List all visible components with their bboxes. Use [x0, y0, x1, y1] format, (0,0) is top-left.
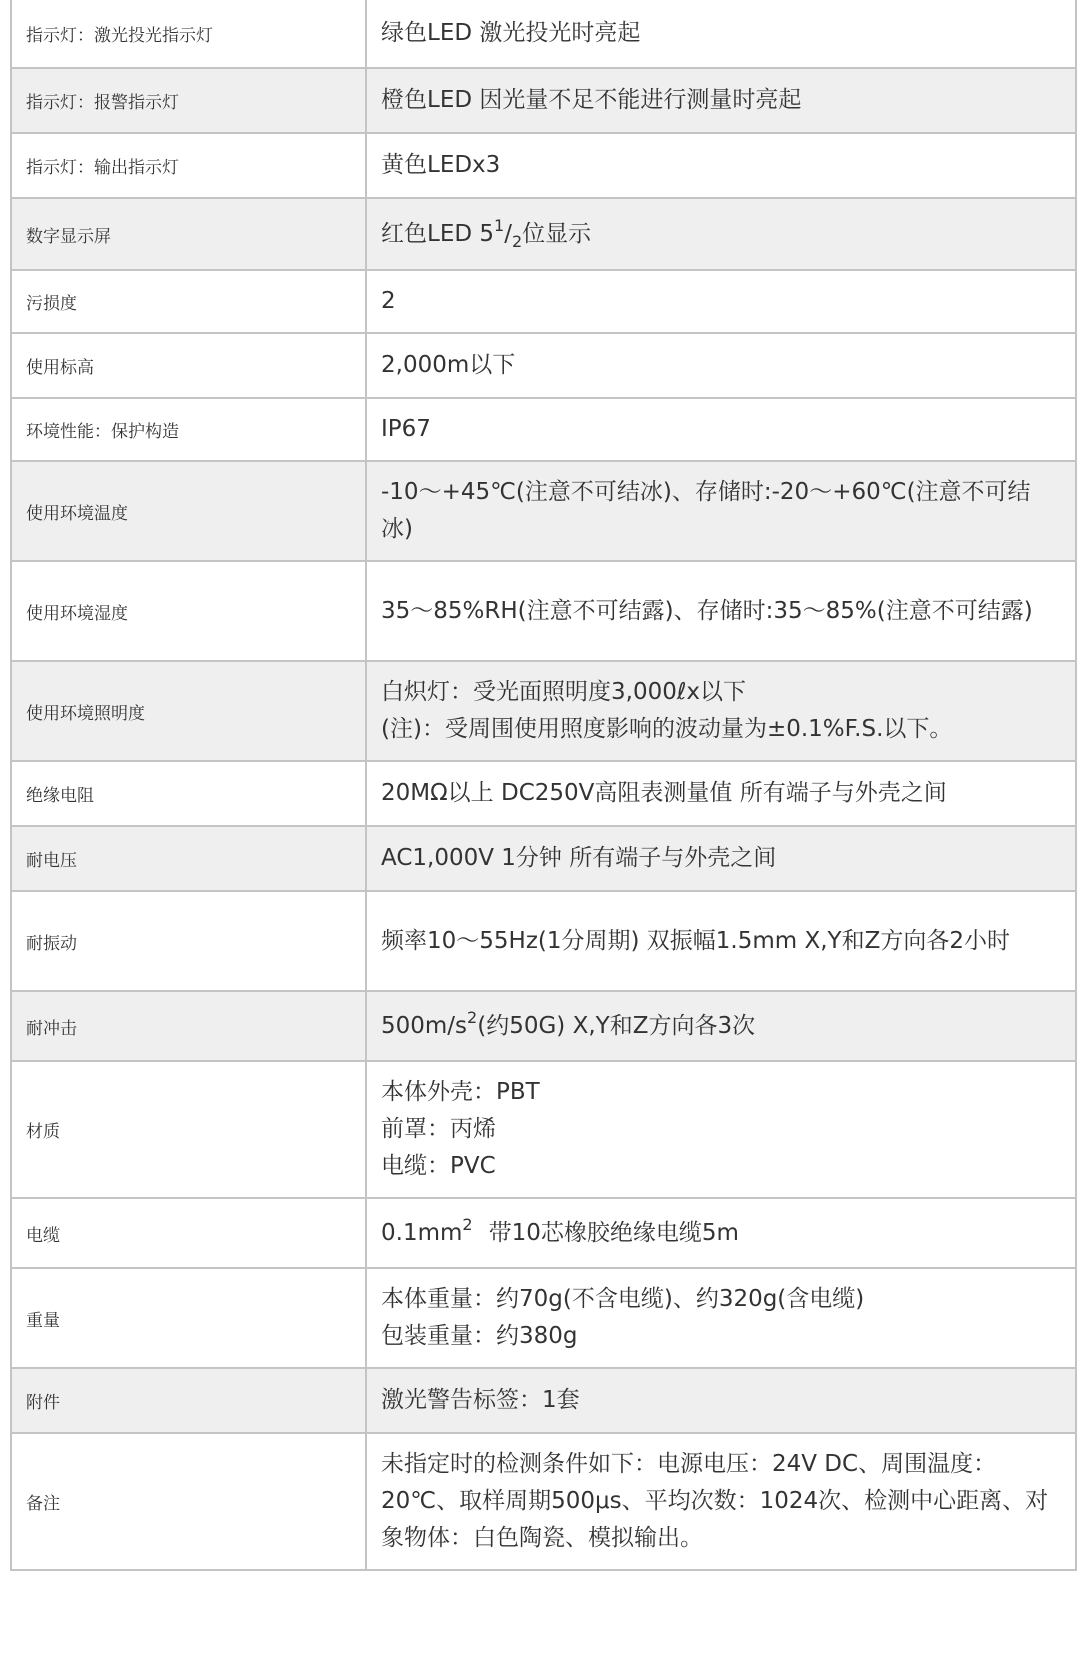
- row-label: 指示灯：报警指示灯: [11, 68, 366, 133]
- row-label: 材质: [11, 1061, 366, 1198]
- spec-table: [10, 0, 1077, 1571]
- table-row: [11, 398, 1076, 461]
- table-row: [11, 333, 1076, 398]
- table-row: [11, 1061, 1076, 1198]
- row-label: 使用环境湿度: [11, 561, 366, 661]
- subscript: 2: [511, 231, 523, 251]
- row-label: 附件: [11, 1368, 366, 1433]
- row-label: 污损度: [11, 270, 366, 333]
- row-label: 绝缘电阻: [11, 761, 366, 826]
- row-value: [366, 661, 1076, 761]
- table-row: [11, 0, 1076, 68]
- superscript: 1: [494, 215, 505, 235]
- row-label: 数字显示屏: [11, 198, 366, 270]
- row-value: 未指定时的检测条件如下：电源电压：24V DC、周围温度：20℃、取样周期500μs、平均次数：1024次、检测中心距离、对象物体：白色陶瓷、模拟输出。: [366, 1433, 1076, 1570]
- row-label: 备注: [11, 1433, 366, 1570]
- row-value: 2,000m以下: [366, 333, 1076, 398]
- row-value: -10～+45℃(注意不可结冰)、存储时:-20～+60℃(注意不可结冰): [366, 461, 1076, 561]
- row-value: 橙色LED 因光量不足不能进行测量时亮起: [366, 68, 1076, 133]
- row-value: [366, 198, 1076, 270]
- row-value: 2: [366, 270, 1076, 333]
- row-value: 频率10～55Hz(1分周期) 双振幅1.5mm X,Y和Z方向各2小时: [366, 891, 1076, 991]
- value-line: 电缆：PVC: [381, 1153, 496, 1179]
- table-row: [11, 561, 1076, 661]
- value-line: 包装重量：约380g: [381, 1323, 578, 1349]
- row-value: 激光警告标签：1套: [366, 1368, 1076, 1433]
- row-label: 使用环境照明度: [11, 661, 366, 761]
- row-value: 绿色LED 激光投光时亮起: [366, 0, 1076, 68]
- value-line: 前罩：丙烯: [381, 1116, 496, 1142]
- value-text: 红色LED 5: [381, 220, 495, 247]
- row-value: [366, 1061, 1076, 1198]
- row-label: 耐振动: [11, 891, 366, 991]
- row-value: 20MΩ以上 DC250V高阻表测量值 所有端子与外壳之间: [366, 761, 1076, 826]
- row-label: 耐电压: [11, 826, 366, 891]
- superscript: 2: [462, 1214, 473, 1234]
- table-row: [11, 133, 1076, 198]
- table-row: [11, 198, 1076, 270]
- table-row: [11, 270, 1076, 333]
- row-label: 指示灯：激光投光指示灯: [11, 0, 366, 68]
- row-label: 重量: [11, 1268, 366, 1368]
- row-label: 使用环境温度: [11, 461, 366, 561]
- table-row: [11, 1433, 1076, 1570]
- row-value: 35～85%RH(注意不可结露)、存储时:35～85%(注意不可结露): [366, 561, 1076, 661]
- value-line: 本体重量：约70g(不含电缆)、约320g(含电缆): [381, 1286, 865, 1312]
- table-row: [11, 461, 1076, 561]
- table-row: [11, 68, 1076, 133]
- table-row: [11, 1368, 1076, 1433]
- superscript: 2: [467, 1007, 478, 1027]
- value-line: 本体外壳：PBT: [381, 1079, 540, 1105]
- row-value: AC1,000V 1分钟 所有端子与外壳之间: [366, 826, 1076, 891]
- row-value: [366, 1198, 1076, 1268]
- value-text: 位显示: [522, 220, 592, 247]
- fraction-slash: /: [504, 220, 512, 247]
- row-label: 环境性能：保护构造: [11, 398, 366, 461]
- value-text: 500m/s: [381, 1012, 468, 1039]
- row-label: 电缆: [11, 1198, 366, 1268]
- value-text: 0.1mm: [381, 1219, 463, 1246]
- table-row: [11, 661, 1076, 761]
- value-text: (约50G) X,Y和Z方向各3次: [477, 1012, 756, 1039]
- row-label: 耐冲击: [11, 991, 366, 1061]
- value-line: 白炽灯：受光面照明度3,000ℓx以下: [381, 679, 746, 705]
- table-row: [11, 761, 1076, 826]
- row-value: IP67: [366, 398, 1076, 461]
- table-row: [11, 991, 1076, 1061]
- table-row: [11, 1268, 1076, 1368]
- table-row: [11, 1198, 1076, 1268]
- table-row: [11, 826, 1076, 891]
- row-value: [366, 1268, 1076, 1368]
- row-value: 黄色LEDx3: [366, 133, 1076, 198]
- row-label: 使用标高: [11, 333, 366, 398]
- value-text: 带10芯橡胶绝缘电缆5m: [488, 1219, 739, 1246]
- row-label: 指示灯：输出指示灯: [11, 133, 366, 198]
- row-value: [366, 991, 1076, 1061]
- table-row: [11, 891, 1076, 991]
- spec-sheet: [10, 0, 1077, 1571]
- value-line: (注)：受周围使用照度影响的波动量为±0.1%F.S.以下。: [381, 716, 953, 742]
